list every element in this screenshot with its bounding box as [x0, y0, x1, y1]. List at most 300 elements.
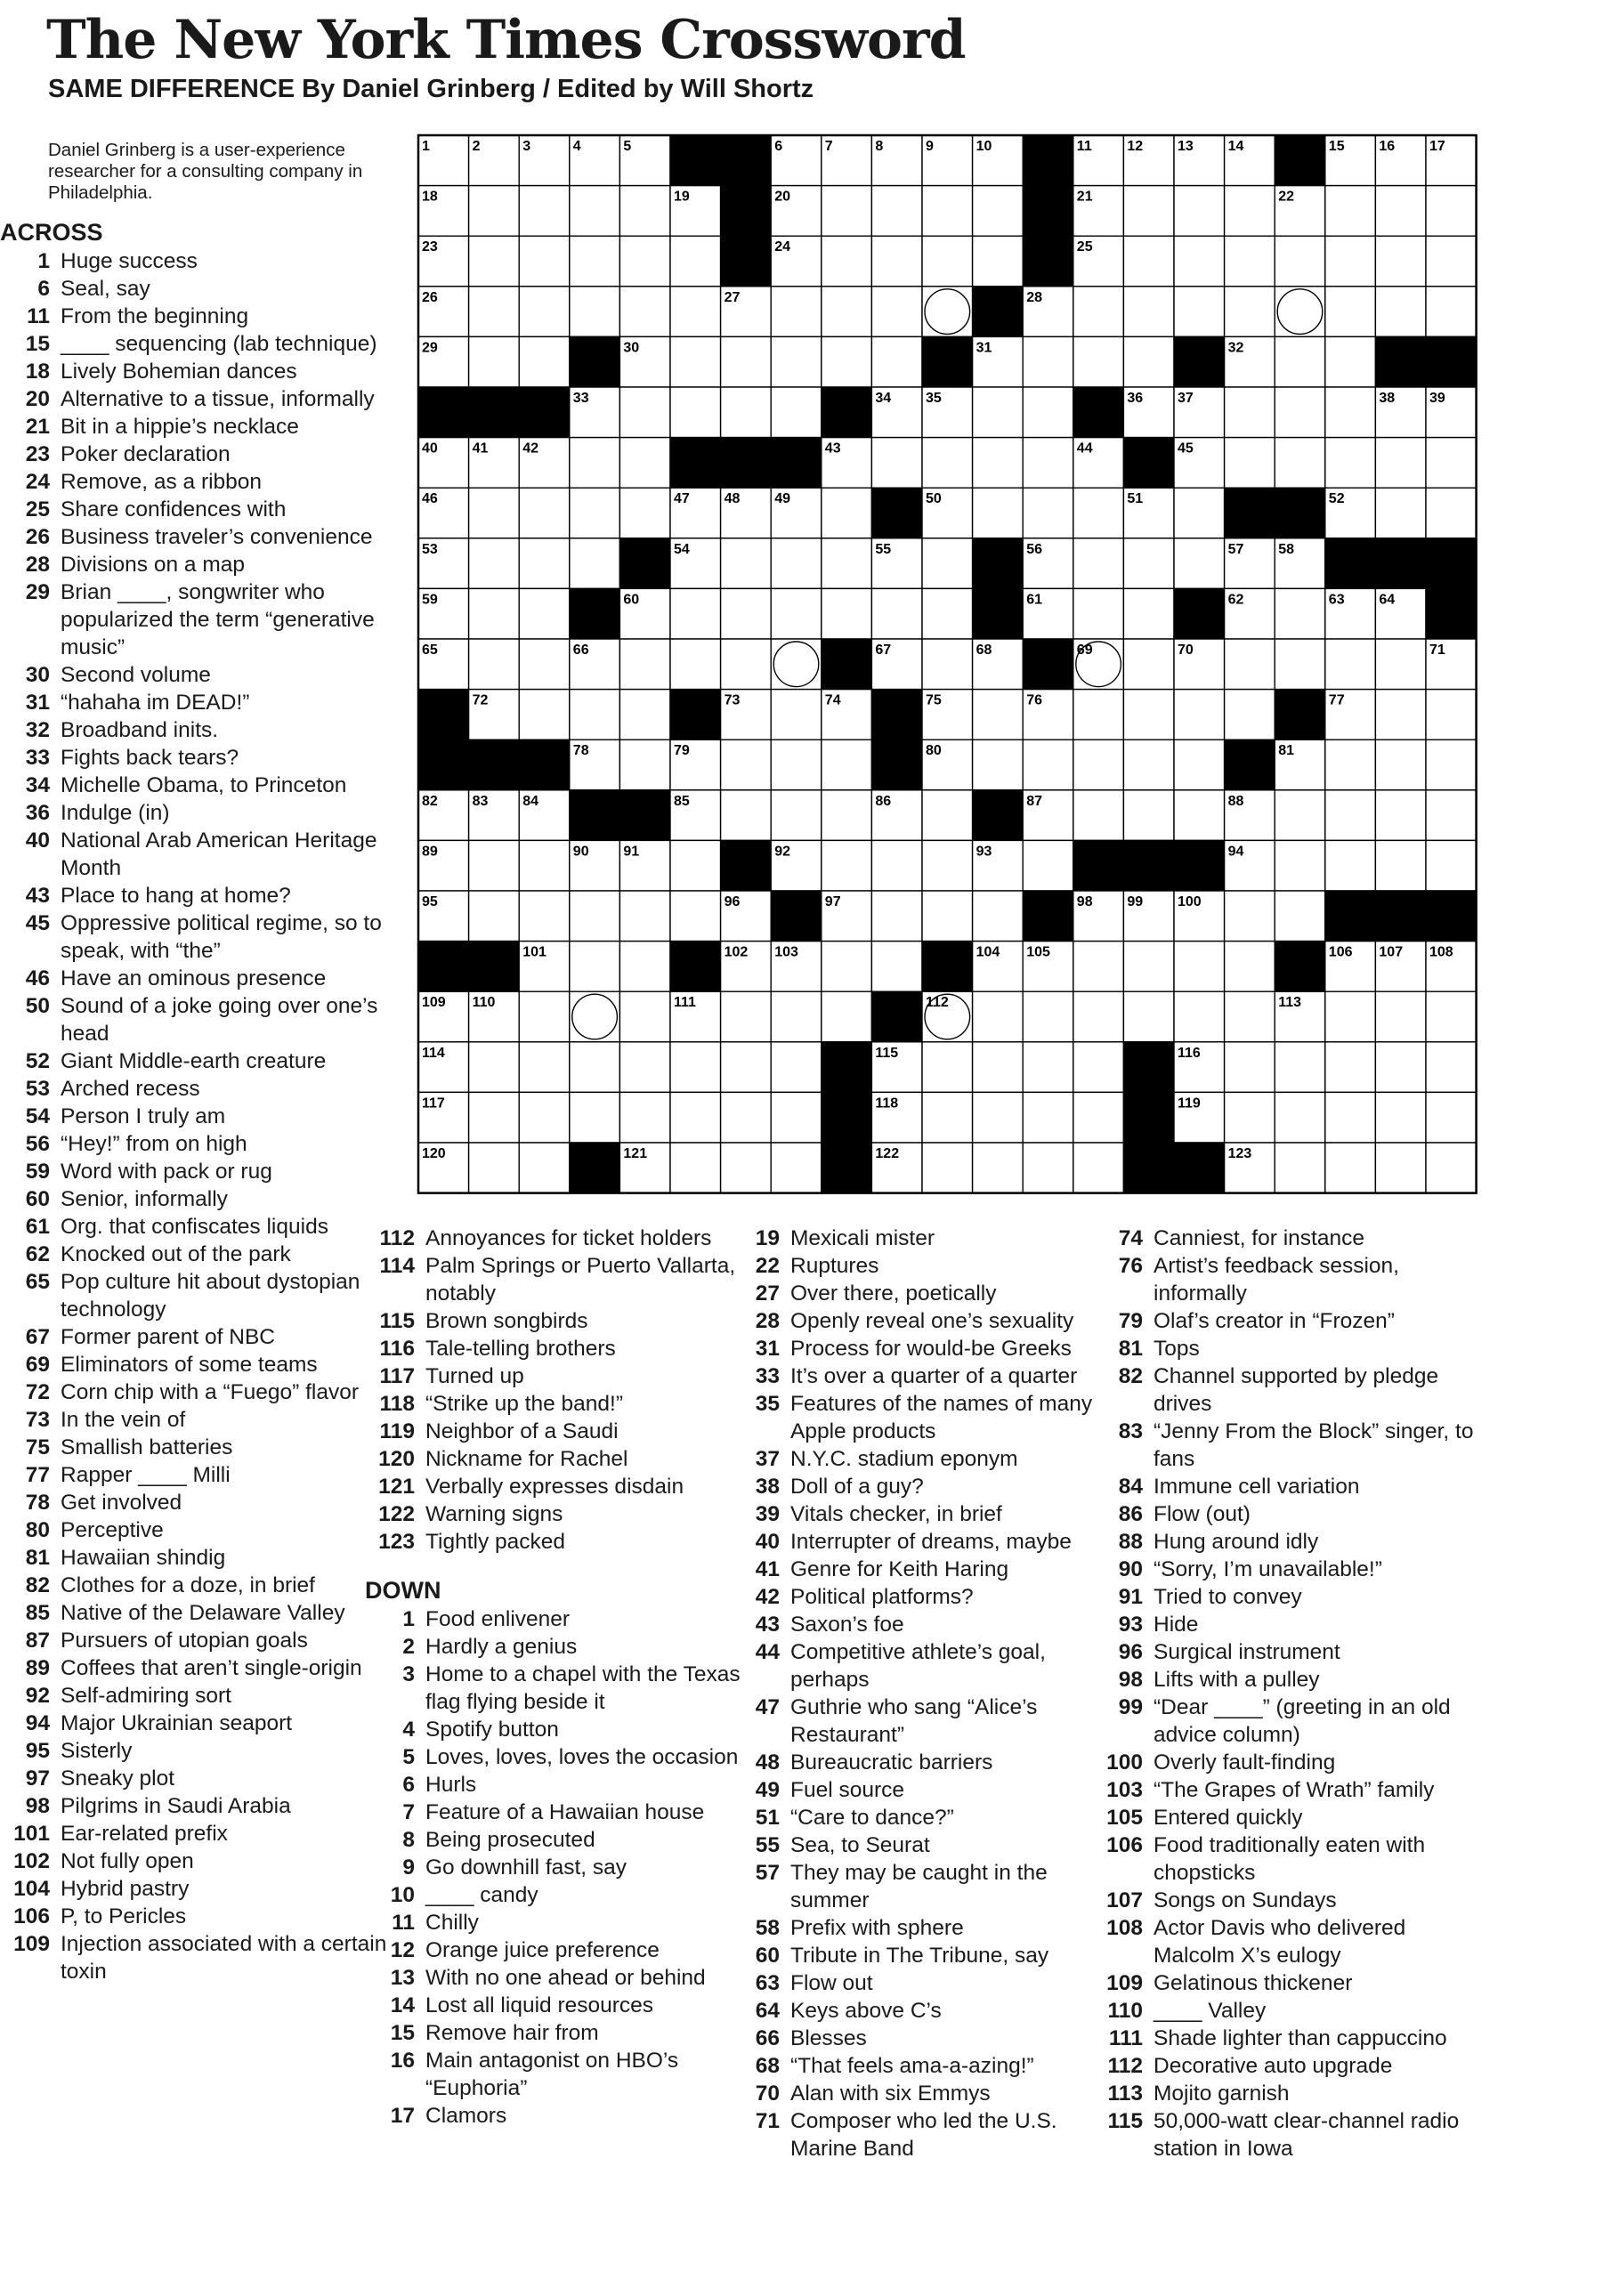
- grid-cell[interactable]: [871, 840, 922, 891]
- grid-cell[interactable]: [1426, 1042, 1477, 1093]
- clue-item[interactable]: [365, 2102, 757, 2130]
- grid-cell[interactable]: [519, 538, 570, 589]
- grid-cell[interactable]: [1023, 740, 1073, 790]
- grid-cell[interactable]: [469, 639, 520, 690]
- grid-cell[interactable]: [822, 740, 872, 790]
- grid-cell[interactable]: [1073, 1042, 1124, 1093]
- grid-cell[interactable]: [1073, 690, 1124, 740]
- grid-cell[interactable]: [1275, 790, 1325, 841]
- clue-item[interactable]: [0, 1737, 392, 1765]
- grid-cell[interactable]: [1426, 236, 1477, 287]
- grid-cell[interactable]: [619, 236, 670, 287]
- grid-cell[interactable]: [822, 336, 872, 387]
- grid-cell[interactable]: [1023, 387, 1073, 438]
- grid-cell[interactable]: [619, 387, 670, 438]
- grid-cell[interactable]: [1174, 186, 1225, 237]
- grid-cell[interactable]: [1123, 538, 1174, 589]
- grid-cell[interactable]: [519, 991, 570, 1042]
- grid-cell[interactable]: [570, 1042, 620, 1093]
- grid-cell[interactable]: [469, 840, 520, 891]
- grid-cell[interactable]: [619, 690, 670, 740]
- grid-cell[interactable]: [871, 336, 922, 387]
- grid-cell[interactable]: [1225, 287, 1275, 337]
- grid-cell[interactable]: [519, 690, 570, 740]
- clue-item[interactable]: [1093, 1914, 1485, 1969]
- grid-cell[interactable]: [1325, 991, 1376, 1042]
- grid-cell[interactable]: [871, 438, 922, 489]
- clue-item[interactable]: [0, 468, 392, 496]
- grid-cell[interactable]: [1325, 1042, 1376, 1093]
- grid-cell[interactable]: [619, 287, 670, 337]
- clue-item[interactable]: [0, 772, 392, 799]
- clue-item[interactable]: [1093, 1611, 1485, 1638]
- grid-cell[interactable]: [1375, 1042, 1426, 1093]
- grid-cell[interactable]: [1174, 236, 1225, 287]
- grid-cell[interactable]: [570, 1092, 620, 1143]
- grid-cell[interactable]: [871, 942, 922, 992]
- grid-cell[interactable]: [670, 891, 721, 942]
- clue-item[interactable]: [1093, 1776, 1485, 1804]
- clue-item[interactable]: [1093, 1307, 1485, 1335]
- grid-cell[interactable]: [973, 1143, 1024, 1193]
- grid-cell[interactable]: [1073, 942, 1124, 992]
- grid-cell[interactable]: [1174, 538, 1225, 589]
- grid-cell[interactable]: [1375, 639, 1426, 690]
- grid-cell[interactable]: [570, 488, 620, 538]
- grid-cell[interactable]: [1023, 488, 1073, 538]
- grid-cell[interactable]: [721, 740, 772, 790]
- clue-item[interactable]: [365, 2047, 757, 2102]
- grid-cell[interactable]: [1073, 287, 1124, 337]
- grid-cell[interactable]: [670, 287, 721, 337]
- clue-item[interactable]: [1093, 1666, 1485, 1694]
- grid-cell[interactable]: [1375, 690, 1426, 740]
- grid-cell[interactable]: [519, 336, 570, 387]
- grid-cell[interactable]: [519, 588, 570, 639]
- clue-item[interactable]: [1093, 1887, 1485, 1914]
- clue-item[interactable]: [0, 1213, 392, 1241]
- clue-item[interactable]: [365, 1633, 757, 1661]
- clue-item[interactable]: [0, 1323, 392, 1351]
- clue-item[interactable]: [1093, 1528, 1485, 1556]
- clue-item[interactable]: [1093, 1473, 1485, 1500]
- grid-cell[interactable]: [469, 336, 520, 387]
- grid-cell[interactable]: [1325, 236, 1376, 287]
- grid-cell[interactable]: [1375, 438, 1426, 489]
- clue-item[interactable]: [0, 441, 392, 468]
- grid-cell[interactable]: [973, 186, 1024, 237]
- grid-cell[interactable]: [570, 438, 620, 489]
- clue-item[interactable]: [1093, 1969, 1485, 1997]
- clue-item[interactable]: [365, 1252, 757, 1307]
- grid-cell[interactable]: [822, 287, 872, 337]
- grid-cell[interactable]: [1174, 942, 1225, 992]
- grid-cell[interactable]: [619, 639, 670, 690]
- grid-cell[interactable]: [771, 588, 822, 639]
- grid-cell[interactable]: [670, 387, 721, 438]
- grid-cell[interactable]: [973, 1042, 1024, 1093]
- grid-cell[interactable]: [469, 1042, 520, 1093]
- grid-cell[interactable]: [721, 387, 772, 438]
- grid-cell[interactable]: [973, 891, 1024, 942]
- grid-cell[interactable]: [1375, 1092, 1426, 1143]
- grid-cell[interactable]: [1023, 1092, 1073, 1143]
- grid-cell[interactable]: [973, 438, 1024, 489]
- clue-item[interactable]: [0, 716, 392, 744]
- grid-cell[interactable]: [469, 891, 520, 942]
- grid-cell[interactable]: [973, 236, 1024, 287]
- clue-item[interactable]: [0, 1627, 392, 1654]
- clue-item[interactable]: [365, 1473, 757, 1500]
- grid-cell[interactable]: [1426, 438, 1477, 489]
- grid-cell[interactable]: [1225, 690, 1275, 740]
- grid-cell[interactable]: [670, 639, 721, 690]
- grid-cell[interactable]: [922, 840, 973, 891]
- grid-cell[interactable]: [822, 840, 872, 891]
- grid-cell[interactable]: [771, 1092, 822, 1143]
- grid-cell[interactable]: [619, 488, 670, 538]
- grid-cell[interactable]: [922, 538, 973, 589]
- grid-cell[interactable]: [519, 488, 570, 538]
- grid-cell[interactable]: [570, 287, 620, 337]
- clue-item[interactable]: [1093, 2080, 1485, 2107]
- grid-cell[interactable]: [1123, 336, 1174, 387]
- grid-cell[interactable]: [1426, 1092, 1477, 1143]
- grid-cell[interactable]: [973, 387, 1024, 438]
- clue-item[interactable]: [1093, 1831, 1485, 1887]
- grid-cell[interactable]: [1073, 740, 1124, 790]
- grid-cell[interactable]: [1426, 840, 1477, 891]
- grid-cell[interactable]: [570, 538, 620, 589]
- grid-cell[interactable]: [1275, 438, 1325, 489]
- grid-cell[interactable]: [922, 236, 973, 287]
- grid-cell[interactable]: [1375, 236, 1426, 287]
- clue-item[interactable]: [730, 1694, 1121, 1749]
- grid-cell[interactable]: [619, 991, 670, 1042]
- clue-item[interactable]: [0, 1710, 392, 1737]
- clue-item[interactable]: [1093, 1583, 1485, 1611]
- clue-item[interactable]: [365, 1881, 757, 1909]
- clue-item[interactable]: [1093, 1556, 1485, 1583]
- clue-item[interactable]: [0, 689, 392, 716]
- grid-cell[interactable]: [619, 438, 670, 489]
- grid-cell[interactable]: [822, 588, 872, 639]
- grid-cell[interactable]: [1375, 1143, 1426, 1193]
- grid-cell[interactable]: [570, 186, 620, 237]
- grid-cell[interactable]: [771, 538, 822, 589]
- clue-item[interactable]: [365, 1909, 757, 1936]
- grid-cell[interactable]: [721, 1143, 772, 1193]
- grid-cell[interactable]: [871, 287, 922, 337]
- grid-cell[interactable]: [871, 588, 922, 639]
- grid-cell[interactable]: [973, 740, 1024, 790]
- clue-item[interactable]: [365, 1771, 757, 1799]
- grid-cell[interactable]: [922, 891, 973, 942]
- clue-item[interactable]: [730, 1831, 1121, 1859]
- grid-cell[interactable]: [1073, 336, 1124, 387]
- grid-cell[interactable]: [1225, 1042, 1275, 1093]
- grid-cell[interactable]: [871, 186, 922, 237]
- grid-cell[interactable]: [871, 891, 922, 942]
- clue-item[interactable]: [365, 1445, 757, 1473]
- clue-item[interactable]: [0, 1047, 392, 1075]
- grid-cell[interactable]: [1375, 991, 1426, 1042]
- grid-cell[interactable]: [1225, 639, 1275, 690]
- grid-cell[interactable]: [570, 942, 620, 992]
- grid-cell[interactable]: [469, 236, 520, 287]
- grid-cell[interactable]: [1174, 488, 1225, 538]
- grid-cell[interactable]: [619, 740, 670, 790]
- clue-item[interactable]: [730, 1528, 1121, 1556]
- clue-item[interactable]: [365, 1418, 757, 1445]
- grid-cell[interactable]: [1325, 639, 1376, 690]
- grid-cell[interactable]: [1275, 840, 1325, 891]
- grid-cell[interactable]: [1275, 1092, 1325, 1143]
- grid-cell[interactable]: [1225, 186, 1275, 237]
- clue-item[interactable]: [730, 1914, 1121, 1942]
- grid-cell[interactable]: [721, 336, 772, 387]
- clue-item[interactable]: [365, 1528, 757, 1556]
- clue-item[interactable]: [0, 496, 392, 523]
- grid-cell[interactable]: [771, 690, 822, 740]
- clue-item[interactable]: [730, 1583, 1121, 1611]
- grid-cell[interactable]: [1325, 186, 1376, 237]
- grid-cell[interactable]: [1325, 438, 1376, 489]
- grid-cell[interactable]: [922, 588, 973, 639]
- grid-cell[interactable]: [1123, 588, 1174, 639]
- grid-cell[interactable]: [922, 1143, 973, 1193]
- grid-cell[interactable]: [1073, 488, 1124, 538]
- clue-item[interactable]: [0, 1875, 392, 1903]
- clue-item[interactable]: [1093, 1418, 1485, 1473]
- grid-cell[interactable]: [1325, 287, 1376, 337]
- grid-cell[interactable]: [469, 488, 520, 538]
- grid-cell[interactable]: [721, 538, 772, 589]
- clue-item[interactable]: [730, 1252, 1121, 1280]
- clue-item[interactable]: [0, 1903, 392, 1930]
- clue-item[interactable]: [730, 1997, 1121, 2025]
- clue-item[interactable]: [1093, 1694, 1485, 1749]
- grid-cell[interactable]: [973, 690, 1024, 740]
- clue-item[interactable]: [730, 1638, 1121, 1694]
- clue-item[interactable]: [0, 1461, 392, 1489]
- grid-cell[interactable]: [469, 186, 520, 237]
- clue-item[interactable]: [1093, 1252, 1485, 1307]
- clue-item[interactable]: [0, 1351, 392, 1378]
- grid-cell[interactable]: [1225, 236, 1275, 287]
- clue-item[interactable]: [0, 275, 392, 303]
- grid-cell[interactable]: [1426, 287, 1477, 337]
- grid-cell[interactable]: [1174, 991, 1225, 1042]
- grid-cell[interactable]: [619, 1042, 670, 1093]
- clue-item[interactable]: [730, 1335, 1121, 1362]
- clue-item[interactable]: [0, 1185, 392, 1213]
- grid-cell[interactable]: [822, 991, 872, 1042]
- clue-item[interactable]: [365, 1500, 757, 1528]
- clue-item[interactable]: [365, 1390, 757, 1418]
- grid-cell[interactable]: [570, 891, 620, 942]
- clue-item[interactable]: [0, 247, 392, 275]
- grid-cell[interactable]: [570, 991, 620, 1042]
- grid-cell[interactable]: [1275, 236, 1325, 287]
- grid-cell[interactable]: [721, 790, 772, 841]
- clue-item[interactable]: [0, 744, 392, 772]
- grid-cell[interactable]: [1426, 740, 1477, 790]
- grid-cell[interactable]: [721, 1042, 772, 1093]
- clue-item[interactable]: [730, 1556, 1121, 1583]
- grid-cell[interactable]: [670, 1092, 721, 1143]
- clue-item[interactable]: [1093, 1362, 1485, 1418]
- grid-cell[interactable]: [1123, 942, 1174, 992]
- grid-cell[interactable]: [922, 186, 973, 237]
- grid-cell[interactable]: [1174, 690, 1225, 740]
- clue-item[interactable]: [0, 1268, 392, 1323]
- clue-item[interactable]: [0, 1103, 392, 1130]
- grid-cell[interactable]: [1325, 840, 1376, 891]
- grid-cell[interactable]: [670, 588, 721, 639]
- clue-item[interactable]: [0, 1599, 392, 1627]
- grid-cell[interactable]: [1325, 1092, 1376, 1143]
- clue-item[interactable]: [0, 1654, 392, 1682]
- grid-cell[interactable]: [1073, 991, 1124, 1042]
- grid-cell[interactable]: [1174, 740, 1225, 790]
- clue-item[interactable]: [0, 1544, 392, 1572]
- clue-item[interactable]: [365, 1362, 757, 1390]
- grid-cell[interactable]: [1123, 991, 1174, 1042]
- clue-item[interactable]: [730, 1611, 1121, 1638]
- grid-cell[interactable]: [1275, 387, 1325, 438]
- clue-item[interactable]: [1093, 1997, 1485, 2025]
- grid-cell[interactable]: [1325, 387, 1376, 438]
- grid-cell[interactable]: [619, 1092, 670, 1143]
- clue-item[interactable]: [0, 1847, 392, 1875]
- grid-cell[interactable]: [1375, 740, 1426, 790]
- clue-item[interactable]: [0, 1682, 392, 1710]
- grid-cell[interactable]: [670, 1143, 721, 1193]
- grid-cell[interactable]: [519, 236, 570, 287]
- grid-cell[interactable]: [519, 639, 570, 690]
- clue-item[interactable]: [730, 1445, 1121, 1473]
- grid-cell[interactable]: [922, 1042, 973, 1093]
- clue-item[interactable]: [365, 1992, 757, 2019]
- grid-cell[interactable]: [1023, 1143, 1073, 1193]
- clue-item[interactable]: [730, 1500, 1121, 1528]
- grid-cell[interactable]: [1174, 790, 1225, 841]
- grid-cell[interactable]: [822, 538, 872, 589]
- grid-cell[interactable]: [1023, 336, 1073, 387]
- grid-cell[interactable]: [1275, 588, 1325, 639]
- grid-cell[interactable]: [771, 387, 822, 438]
- clue-item[interactable]: [0, 965, 392, 992]
- clue-item[interactable]: [0, 330, 392, 358]
- clue-item[interactable]: [730, 1776, 1121, 1804]
- clue-item[interactable]: [365, 2019, 757, 2047]
- clue-item[interactable]: [1093, 1225, 1485, 1252]
- grid-cell[interactable]: [469, 588, 520, 639]
- clue-item[interactable]: [365, 1661, 757, 1716]
- clue-item[interactable]: [0, 1241, 392, 1268]
- grid-cell[interactable]: [469, 1092, 520, 1143]
- grid-cell[interactable]: [1123, 790, 1174, 841]
- clue-item[interactable]: [730, 1859, 1121, 1914]
- grid-cell[interactable]: [1073, 1143, 1124, 1193]
- clue-item[interactable]: [730, 2107, 1121, 2163]
- grid-cell[interactable]: [1023, 840, 1073, 891]
- clue-item[interactable]: [365, 1307, 757, 1335]
- grid-cell[interactable]: [922, 639, 973, 690]
- grid-cell[interactable]: [922, 438, 973, 489]
- clue-item[interactable]: [730, 1225, 1121, 1252]
- clue-item[interactable]: [365, 1964, 757, 1992]
- clue-item[interactable]: [365, 1716, 757, 1743]
- grid-cell[interactable]: [1225, 387, 1275, 438]
- clue-item[interactable]: [0, 1516, 392, 1544]
- clue-item[interactable]: [0, 413, 392, 441]
- grid-cell[interactable]: [1123, 740, 1174, 790]
- clue-item[interactable]: [0, 1930, 392, 1985]
- clue-item[interactable]: [1093, 1500, 1485, 1528]
- grid-cell[interactable]: [922, 287, 973, 337]
- grid-cell[interactable]: [1073, 1092, 1124, 1143]
- grid-cell[interactable]: [1275, 891, 1325, 942]
- grid-cell[interactable]: [1426, 790, 1477, 841]
- clue-item[interactable]: [730, 2025, 1121, 2052]
- clue-item[interactable]: [0, 578, 392, 661]
- grid-cell[interactable]: [670, 1042, 721, 1093]
- grid-cell[interactable]: [771, 1143, 822, 1193]
- grid-cell[interactable]: [1225, 438, 1275, 489]
- clue-item[interactable]: [730, 1473, 1121, 1500]
- grid-cell[interactable]: [1123, 287, 1174, 337]
- grid-cell[interactable]: [1375, 186, 1426, 237]
- clue-item[interactable]: [1093, 2025, 1485, 2052]
- grid-cell[interactable]: [1123, 186, 1174, 237]
- grid-cell[interactable]: [771, 991, 822, 1042]
- grid-cell[interactable]: [670, 840, 721, 891]
- clue-item[interactable]: [730, 1749, 1121, 1776]
- clue-item[interactable]: [0, 661, 392, 689]
- grid-cell[interactable]: [922, 1092, 973, 1143]
- clue-item[interactable]: [365, 1799, 757, 1826]
- clue-item[interactable]: [0, 882, 392, 910]
- grid-cell[interactable]: [771, 287, 822, 337]
- grid-cell[interactable]: [822, 186, 872, 237]
- clue-item[interactable]: [1093, 2107, 1485, 2163]
- grid-cell[interactable]: [1426, 690, 1477, 740]
- grid-cell[interactable]: [1123, 690, 1174, 740]
- clue-item[interactable]: [730, 2080, 1121, 2107]
- grid-cell[interactable]: [1375, 488, 1426, 538]
- grid-cell[interactable]: [1275, 1143, 1325, 1193]
- grid-cell[interactable]: [721, 991, 772, 1042]
- grid-cell[interactable]: [771, 639, 822, 690]
- grid-cell[interactable]: [619, 891, 670, 942]
- clue-item[interactable]: [0, 1489, 392, 1516]
- grid-cell[interactable]: [1123, 236, 1174, 287]
- clue-item[interactable]: [0, 1378, 392, 1406]
- grid-cell[interactable]: [1426, 488, 1477, 538]
- clue-item[interactable]: [0, 551, 392, 578]
- clue-item[interactable]: [1093, 1804, 1485, 1831]
- grid-cell[interactable]: [1325, 1143, 1376, 1193]
- grid-cell[interactable]: [771, 336, 822, 387]
- grid-cell[interactable]: [670, 336, 721, 387]
- grid-cell[interactable]: [822, 236, 872, 287]
- grid-cell[interactable]: [1426, 1143, 1477, 1193]
- clue-item[interactable]: [1093, 1335, 1485, 1362]
- grid-cell[interactable]: [1225, 1092, 1275, 1143]
- clue-item[interactable]: [1093, 1638, 1485, 1666]
